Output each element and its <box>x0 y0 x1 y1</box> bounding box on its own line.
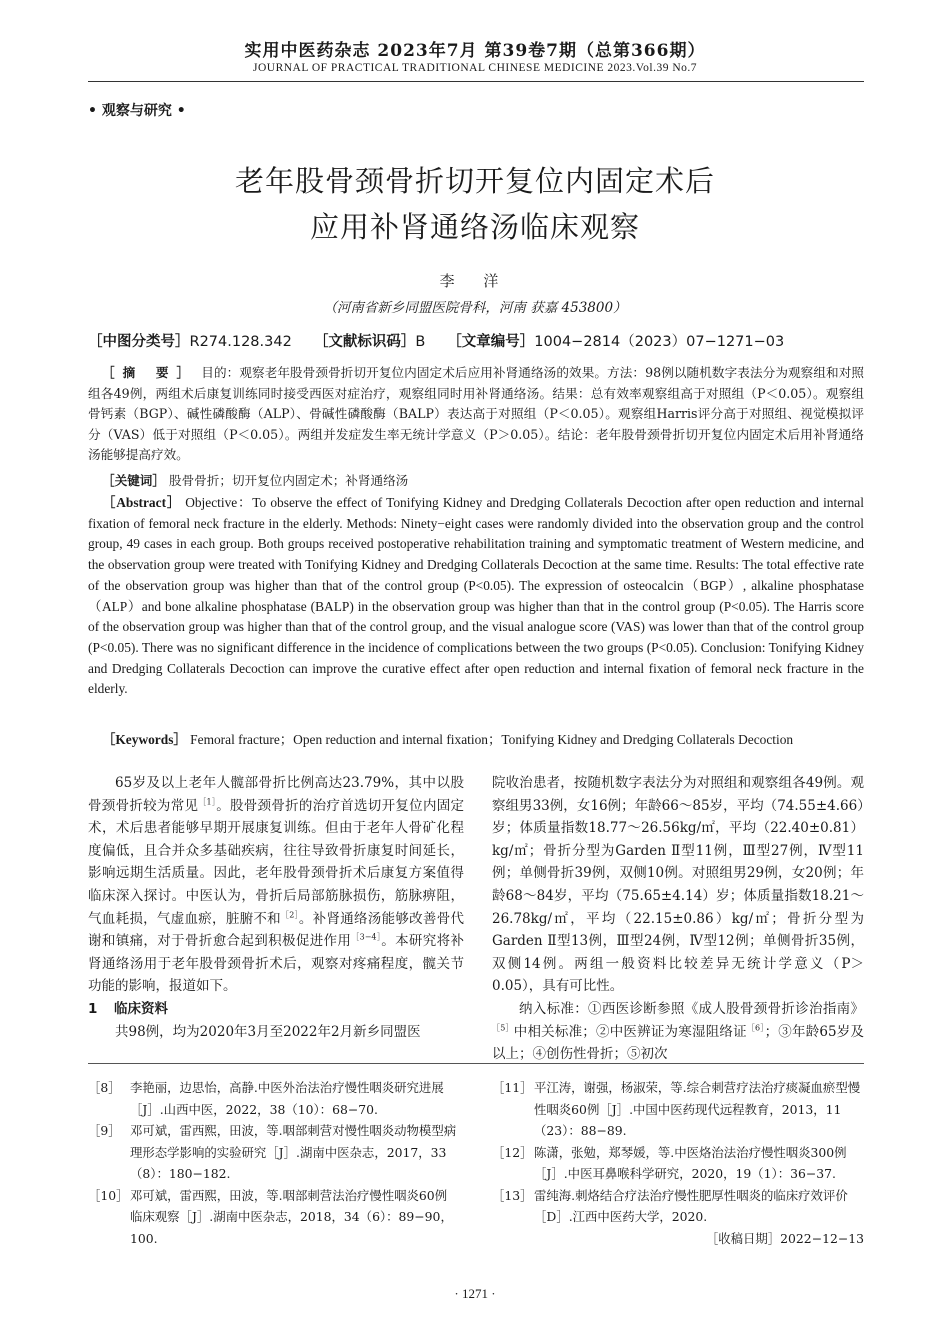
keywords-en <box>88 730 864 751</box>
abstract-en-label: ［Abstract］ <box>102 495 182 510</box>
received-date: ［收稿日期］2022−12−13 <box>705 1230 864 1246</box>
article-title <box>0 158 950 250</box>
keywords-cn-label: ［关键词］ <box>102 473 165 488</box>
keywords-cn-text: 股骨骨折；切开复位内固定术；补肾通络汤 <box>168 473 409 488</box>
classification-line <box>88 330 864 351</box>
reference-item: ［13］ 雷纯海.刺烙结合疗法治疗慢性肥厚性咽炎的临床疗效评价［D］.江西中医药大学，2020. <box>492 1187 848 1224</box>
affiliation: （河南省新乡同盟医院骨科，河南 获嘉 453800） <box>323 300 627 316</box>
abstract-en-text: Objective：To observe the effect of Tonifying Kidney and Dredging Collaterals Decoction after open reduction and internal fixation of femoral neck fracture in the elderly. Methods: Ninety−eight cases were randomly divided into the observation group and the control group, 49 cases in each group. Both groups received postoperative rehabilitation training and symptomatic treatment of Western medicine, and the observation group were treated with Tonifying Kidney and Dredging Collaterals Decoction at the same time. Results: The total effective rate of the observation group was higher than that of the control group (P<0.05). The expression of osteocalcin（BGP）, alkaline phosphatase（ALP）and bone alkaline phosphatase (BALP) in the observation group was higher than that in the control group (P<0.05). The Harris score of the observation group was higher than that of the control group, and the visual analogue score (VAS) was lower than that of the control group (P<0.05). There was no significant difference in the incidence of complications between the two groups (P<0.05). Conclusion: Tonifying Kidney and Dredging Collaterals Decoction can improve the curative effect after open reduction and internal fixation of femoral neck fracture in the elderly. <box>88 495 864 697</box>
reference-item: ［10］ 邓可斌，雷西熙，田波，等.咽部刺营法治疗慢性咽炎60例临床观察［J］.湖南中医杂志，2018，34（6）：89−90，100. <box>88 1187 453 1246</box>
clc-label: ［中图分类号］ <box>88 334 190 350</box>
reference-item: ［9］ 邓可斌，雷西熙，田波，等.咽部刺营对慢性咽炎动物模型病理形态学影响的实验研究［J］.湖南中医杂志，2017，33（8）：180−182. <box>88 1123 457 1181</box>
references-divider <box>88 1063 864 1064</box>
body-column-left <box>88 772 464 1043</box>
body-column-right <box>492 772 864 1066</box>
clc-value: R274.128.342 <box>189 334 292 350</box>
abstract-en <box>88 493 864 700</box>
section-heading-1: 1 临床资料 <box>88 1000 168 1017</box>
reference-item: ［8］ 李艳丽，边思怡，高静.中医外治法治疗慢性咽炎研究进展［J］.山西中医，2022，38（10）：68−70. <box>88 1080 444 1117</box>
header-divider <box>88 81 864 82</box>
reference-item: ［11］ 平江涛，谢强，杨淑荣，等.综合刺营疗法治疗痰凝血瘀型慢性咽炎60例［J］.中国中医药现代远程教育，2013，11（23）：88−89. <box>492 1080 861 1138</box>
article-number-value: 1004−2814（2023）07−1271−03 <box>534 334 785 350</box>
citation-1: ［1］ <box>198 797 217 807</box>
title-line-2: 应用补肾通络汤临床观察 <box>309 210 640 244</box>
title-line-1: 老年股骨颈骨折切开复位内固定术后 <box>234 164 715 198</box>
citation-2: ［2］ <box>280 910 299 920</box>
citation-3-4: ［3−4］ <box>351 932 382 942</box>
journal-header-en: JOURNAL OF PRACTICAL TRADITIONAL CHINESE MEDICINE 2023.Vol.39 No.7 <box>252 62 698 74</box>
references-left <box>88 1077 458 1249</box>
article-number-label: ［文章编号］ <box>447 334 535 350</box>
keywords-cn <box>88 471 864 491</box>
patient-data-paragraph: 院收治患者，按随机数字表法分为对照组和观察组各49例。观察组男33例，女16例；年龄66～85岁，平均（74.55±4.66）岁；体质量指数18.77～26.56kg/㎡，平均（22.40±0.81）kg/㎡；骨折分型为Garden Ⅱ型11例，Ⅲ型27例，Ⅳ型11例；单侧骨折39例，双侧10例。对照组男29例，女20例；年龄68～84岁，平均（75.65±4.14）岁；体质量指数18.21～26.78kg/㎡，平均（22.15±0.86）kg/㎡；骨折分型为Garden Ⅱ型13例，Ⅲ型24例，Ⅳ型12例；单侧骨折35例，双侧14例。两组一般资料比较差异无统计学意义（P＞0.05），具有可比性。 <box>492 775 864 995</box>
page-number: · 1271 · <box>454 1286 496 1301</box>
doc-code-label: ［文献标识码］ <box>313 334 416 350</box>
abstract-cn-label: ［摘 要］ <box>102 365 198 380</box>
abstract-cn-text: 目的：观察老年股骨颈骨折切开复位内固定术后应用补肾通络汤的效果。方法：98例以随机数字表法分为观察组和对照组各49例，两组术后康复训练同时接受西医对症治疗，观察组同时用补肾通络汤。结果：总有效率观察组高于对照组（P＜0.05）。观察组骨钙素（BGP）、碱性磷酸酶（ALP）、骨碱性磷酸酶（BALP）表达高于对照组（P＜0.05）。观察组Harris评分高于对照组、视觉模拟评分（VAS）低于对照组（P＜0.05）。两组并发症发生率无统计学意义（P＞0.05）。结论：老年股骨颈骨折切开复位内固定术后用补肾通络汤能够提高疗效。 <box>88 365 864 462</box>
journal-header-cn: 实用中医药杂志 2023年7月 第39卷7期（总第366期） <box>244 41 706 61</box>
abstract-cn <box>88 363 864 466</box>
clinical-data-paragraph: 共98例，均为2020年3月至2022年2月新乡同盟医 <box>115 1023 421 1040</box>
inclusion-criteria-paragraph: 纳入标准：①西医诊断参照《成人股骨颈骨折诊治指南》$^{[5]}$中相关标准；②中医辨证为寒湿阻络证$^{[6]}$；③年龄65岁及以上；④创伤性骨折；⑤初次 <box>492 1000 865 1063</box>
citation-5: ［5］ <box>492 1023 514 1033</box>
keywords-en-text: Femoral fracture；Open reduction and internal fixation；Tonifying Kidney and Dredging Collaterals Decoction <box>190 732 794 747</box>
keywords-en-label: ［Keywords］ <box>102 732 187 747</box>
column-tag: • 观察与研究 • <box>88 103 186 119</box>
intro-paragraph: 65岁及以上老年人髋部骨折比例高达23.79%，其中以股骨颈骨折较为常见$^{[1]}$。股骨颈骨折的治疗首选切开复位内固定术，术后患者能够早期开展康复训练。但由于老年人骨矿化程度偏低，且合并众多基础疾病，往往导致骨折康复时间延长，影响远期生活质量。因此，老年股骨颈骨折术后康复方案值得临床深入探讨。中医认为，骨折后局部筋脉损伤，筋脉痹阻，气血耗损，气虚血瘀，脏腑不和$^{[2]}$。补肾通络汤能够改善骨代谢和镇痛，对于骨折愈合起到积极促进作用$^{[3-4]}$。本研究将补肾通络汤用于老年股骨颈骨折术后，观察对疼痛程度，髋关节功能的影响，报道如下。 <box>88 775 465 995</box>
doc-code-value: B <box>415 334 426 350</box>
reference-item: ［12］ 陈潇，张勉，郑琴媛，等.中医烙治法治疗慢性咽炎300例［J］.中医耳鼻喉科学研究，2020，19（1）：36−37. <box>492 1144 847 1181</box>
citation-6: ［6］ <box>746 1023 765 1033</box>
author: 李 洋 <box>439 272 511 290</box>
references-right <box>492 1077 864 1249</box>
